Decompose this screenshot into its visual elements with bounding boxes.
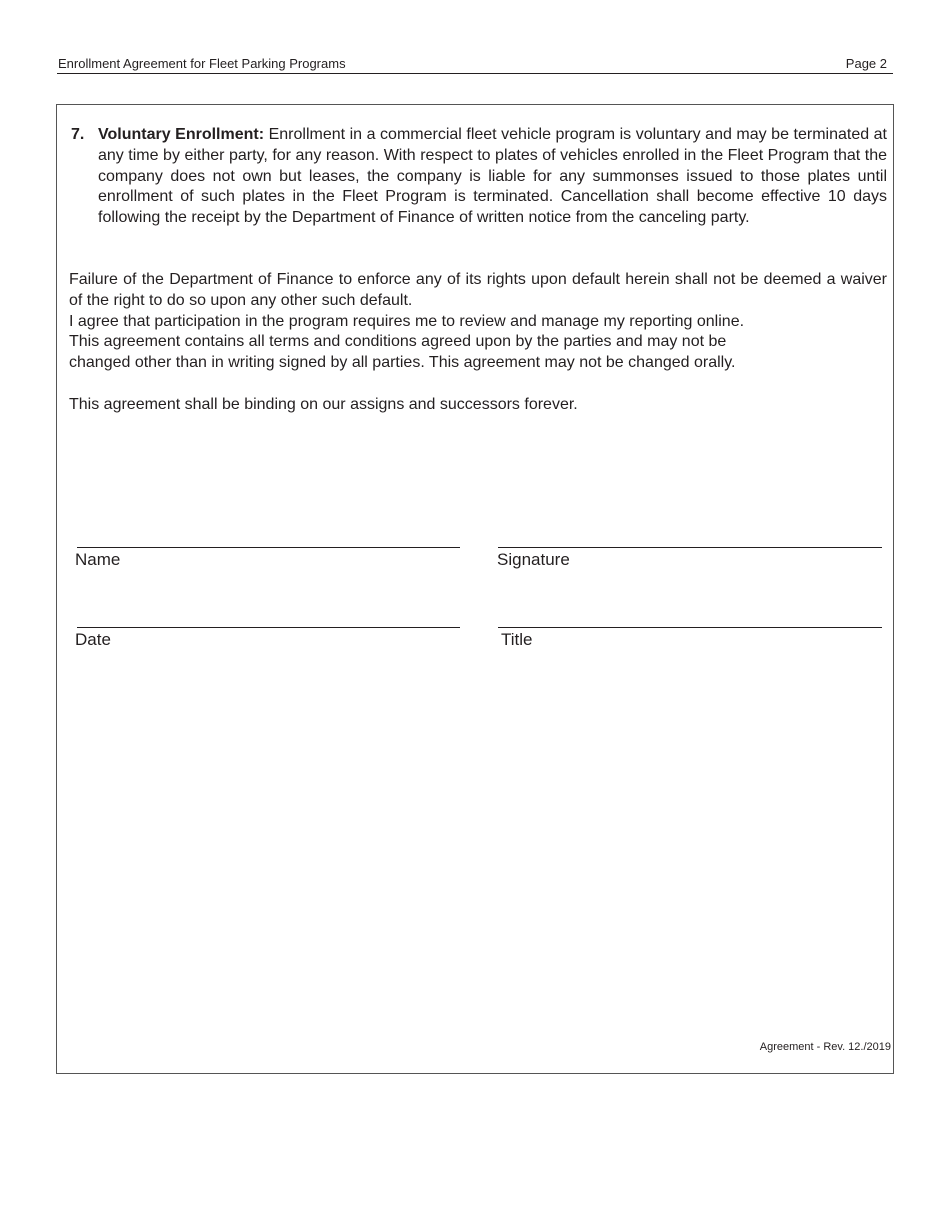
name-field-line[interactable] [77, 547, 460, 548]
page-header [57, 55, 893, 74]
page-number: Page 2 [845, 56, 887, 71]
waiver-paragraph: Failure of the Department of Finance to enforce any of its rights upon default herein shall not be deemed a waiver of the right to do so upon any other such default. [69, 271, 887, 309]
section-7-voluntary-enrollment [71, 125, 888, 229]
online-reporting-paragraph: I agree that participation in the program requires me to review and manage my reporting online. [69, 313, 745, 330]
signature-label: Signature [497, 550, 570, 569]
section-heading: Voluntary Enrollment: [98, 126, 265, 143]
date-field-line[interactable] [77, 627, 460, 628]
entire-agreement-paragraph [69, 332, 887, 373]
binding-paragraph: This agreement shall be binding on our assigns and successors forever. [69, 396, 578, 413]
date-label: Date [75, 630, 111, 649]
title-label: Title [501, 630, 533, 649]
document-title: Enrollment Agreement for Fleet Parking Programs [58, 56, 346, 71]
name-label: Name [75, 550, 121, 569]
section-number: 7. [71, 126, 85, 143]
entire-agreement-line-1: This agreement contains all terms and conditions agreed upon by the parties and may not be [69, 333, 727, 350]
section-body: Enrollment in a commercial fleet vehicle program is voluntary and may be terminated at any time by either party, for any reason. With respect to plates of vehicles enrolled in the Fleet Program that the company does not own but leases, the company is liable for any summonses issued to those plates until enrollment of such plates in the Fleet Program is terminated. Cancellation shall become effective 10 days following the receipt by the Department of Finance of written notice from the canceling party. [98, 126, 888, 227]
revision-note: Agreement - Rev. 12./2019 [759, 1041, 891, 1053]
entire-agreement-line-2: changed other than in writing signed by all parties. This agreement may not be changed orally. [69, 353, 736, 371]
title-field-line[interactable] [498, 627, 882, 628]
signature-field-line[interactable] [498, 547, 882, 548]
agreement-frame [56, 104, 894, 1074]
